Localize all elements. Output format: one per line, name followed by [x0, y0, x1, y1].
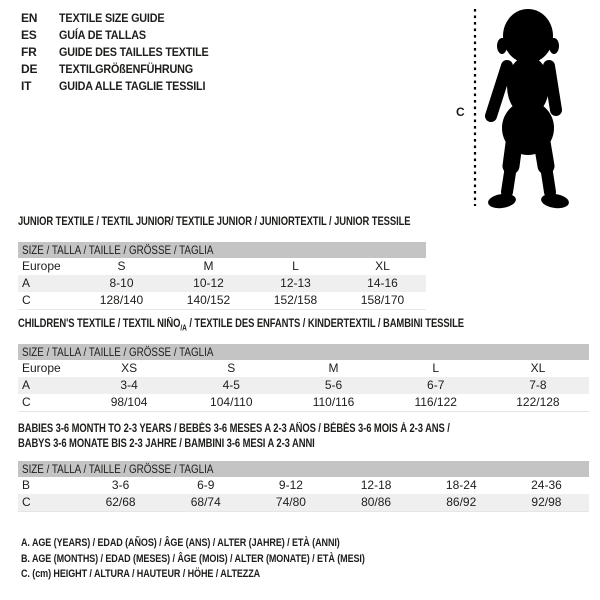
size-value: 80/86 — [361, 495, 392, 509]
size-value: 86/92 — [446, 495, 477, 509]
size-value: 122/128 — [516, 395, 560, 409]
size-value: 62/68 — [105, 495, 136, 509]
table-row-b — [18, 477, 589, 494]
babies-table-title — [18, 422, 450, 452]
table-row-c — [18, 292, 426, 309]
row-label: C — [22, 395, 31, 409]
size-header-label: SIZE / TALLA / TAILLE / GRÖSSE / TAGLIA — [22, 243, 214, 257]
guide-title: GUIDE DES TAILLES TEXTILE — [59, 45, 209, 59]
size-value: 24-36 — [531, 478, 562, 492]
size-value: 128/140 — [99, 293, 144, 307]
size-value: 5-6 — [324, 378, 343, 392]
row-label: Europe — [22, 361, 61, 375]
size-col-header: S — [117, 259, 126, 273]
table-row-a — [18, 275, 426, 292]
size-value: 98/104 — [110, 395, 148, 409]
legend-note-c: C. (cm) HEIGHT / ALTURA / HAUTEUR / HÖHE / ALTEZZA — [21, 568, 261, 580]
language-row-fr — [21, 44, 225, 61]
size-value: 140/152 — [186, 293, 231, 307]
size-col-header: XL — [530, 361, 546, 375]
size-value: 152/158 — [273, 293, 318, 307]
size-header-bar — [18, 461, 589, 477]
guide-title: GUÍA DE TALLAS — [59, 28, 146, 42]
children-size-table — [18, 344, 589, 412]
children-title-rest: / TEXTILE DES ENFANTS / KINDERTEXTIL / BAMBINI TESSILE — [186, 318, 464, 330]
size-value: 10-12 — [193, 276, 224, 290]
language-code: IT — [21, 79, 32, 93]
legend-note-a: A. AGE (YEARS) / EDAD (AÑOS) / ÂGE (ANS) / ALTER (JAHRE) / ETÀ (ANNI) — [21, 537, 340, 549]
size-value: 74/80 — [275, 495, 306, 509]
row-label: C — [22, 495, 31, 509]
babies-size-table — [18, 461, 589, 512]
language-code: ES — [21, 28, 37, 42]
size-value: 104/110 — [210, 395, 253, 409]
size-header-label: SIZE / TALLA / TAILLE / GRÖSSE / TAGLIA — [22, 462, 214, 476]
size-value: 92/98 — [531, 495, 562, 509]
size-value: 12-18 — [360, 478, 392, 492]
language-code: DE — [21, 62, 38, 76]
children-title-main: CHILDREN'S TEXTILE / TEXTIL NIÑO — [18, 318, 181, 330]
size-col-header: XL — [375, 259, 390, 273]
babies-title-line1: BABIES 3-6 MONTH TO 2-3 YEARS / BEBÉS 3-6 MESES A 2-3 AÑOS / BÉBÉS 3-6 MOIS À 2-3 ANS / — [18, 423, 450, 435]
size-value: 6-9 — [197, 478, 215, 492]
children-table-title — [18, 318, 464, 332]
babies-title-line2: BABYS 3-6 MONATE BIS 2-3 JAHRE / BAMBINI 3-6 MESI A 2-3 ANNI — [18, 438, 315, 450]
row-label: A — [22, 378, 31, 392]
size-value: 158/170 — [360, 293, 405, 307]
language-title-list — [21, 10, 225, 95]
size-value: 12-13 — [280, 276, 311, 290]
size-value: 68/74 — [190, 495, 221, 509]
size-col-header: M — [203, 259, 214, 273]
size-value: 9-12 — [278, 478, 303, 492]
junior-size-table — [18, 242, 426, 310]
table-row-europe — [18, 258, 426, 275]
guide-title: TEXTILGRÖßENFÜHRUNG — [59, 62, 193, 76]
language-code: EN — [21, 11, 38, 25]
children-title-sub: /A — [180, 323, 187, 333]
size-col-header: S — [227, 361, 236, 375]
toddler-silhouette-icon — [481, 8, 571, 212]
table-row-c — [18, 494, 589, 511]
size-value: 4-5 — [222, 378, 240, 392]
size-value: 3-4 — [120, 378, 138, 392]
row-label: B — [22, 478, 31, 492]
table-row-a — [18, 377, 589, 394]
language-row-de — [21, 61, 225, 78]
size-value: 14-16 — [367, 276, 398, 290]
size-value: 6-7 — [427, 378, 445, 392]
size-value: 110/116 — [312, 395, 355, 409]
table-row-c — [18, 394, 589, 411]
language-row-it — [21, 78, 225, 95]
language-code: FR — [21, 45, 37, 59]
size-value: 8-10 — [109, 276, 134, 290]
language-row-en — [21, 10, 225, 27]
junior-table-title: JUNIOR TEXTILE / TEXTIL JUNIOR/ TEXTILE JUNIOR / JUNIORTEXTIL / JUNIOR TESSILE — [18, 216, 411, 228]
size-header-label: SIZE / TALLA / TAILLE / GRÖSSE / TAGLIA — [22, 345, 214, 359]
size-value: 18-24 — [445, 478, 477, 492]
size-value: 7-8 — [529, 378, 547, 392]
guide-title: TEXTILE SIZE GUIDE — [59, 11, 165, 25]
measure-legend — [21, 536, 440, 583]
size-col-header: L — [292, 259, 299, 273]
size-col-header: L — [432, 361, 440, 375]
size-value: 116/122 — [414, 395, 457, 409]
size-col-header: M — [328, 361, 339, 375]
height-measure-dotted-line — [473, 8, 477, 207]
row-label: Europe — [22, 259, 61, 273]
size-header-bar — [18, 242, 426, 258]
measure-label-c: C — [456, 105, 465, 119]
legend-note-b: B. AGE (MONTHS) / EDAD (MESES) / ÂGE (MOIS) / ALTER (MONATE) / ETÀ (MESI) — [21, 552, 365, 565]
size-value: 3-6 — [111, 478, 130, 492]
size-header-bar — [18, 344, 589, 360]
size-col-header: XS — [121, 361, 138, 375]
guide-title: GUIDA ALLE TAGLIE TESSILI — [59, 79, 206, 93]
language-row-es — [21, 27, 225, 44]
row-label: A — [22, 276, 31, 290]
row-label: C — [22, 293, 31, 307]
table-row-europe — [18, 360, 589, 377]
